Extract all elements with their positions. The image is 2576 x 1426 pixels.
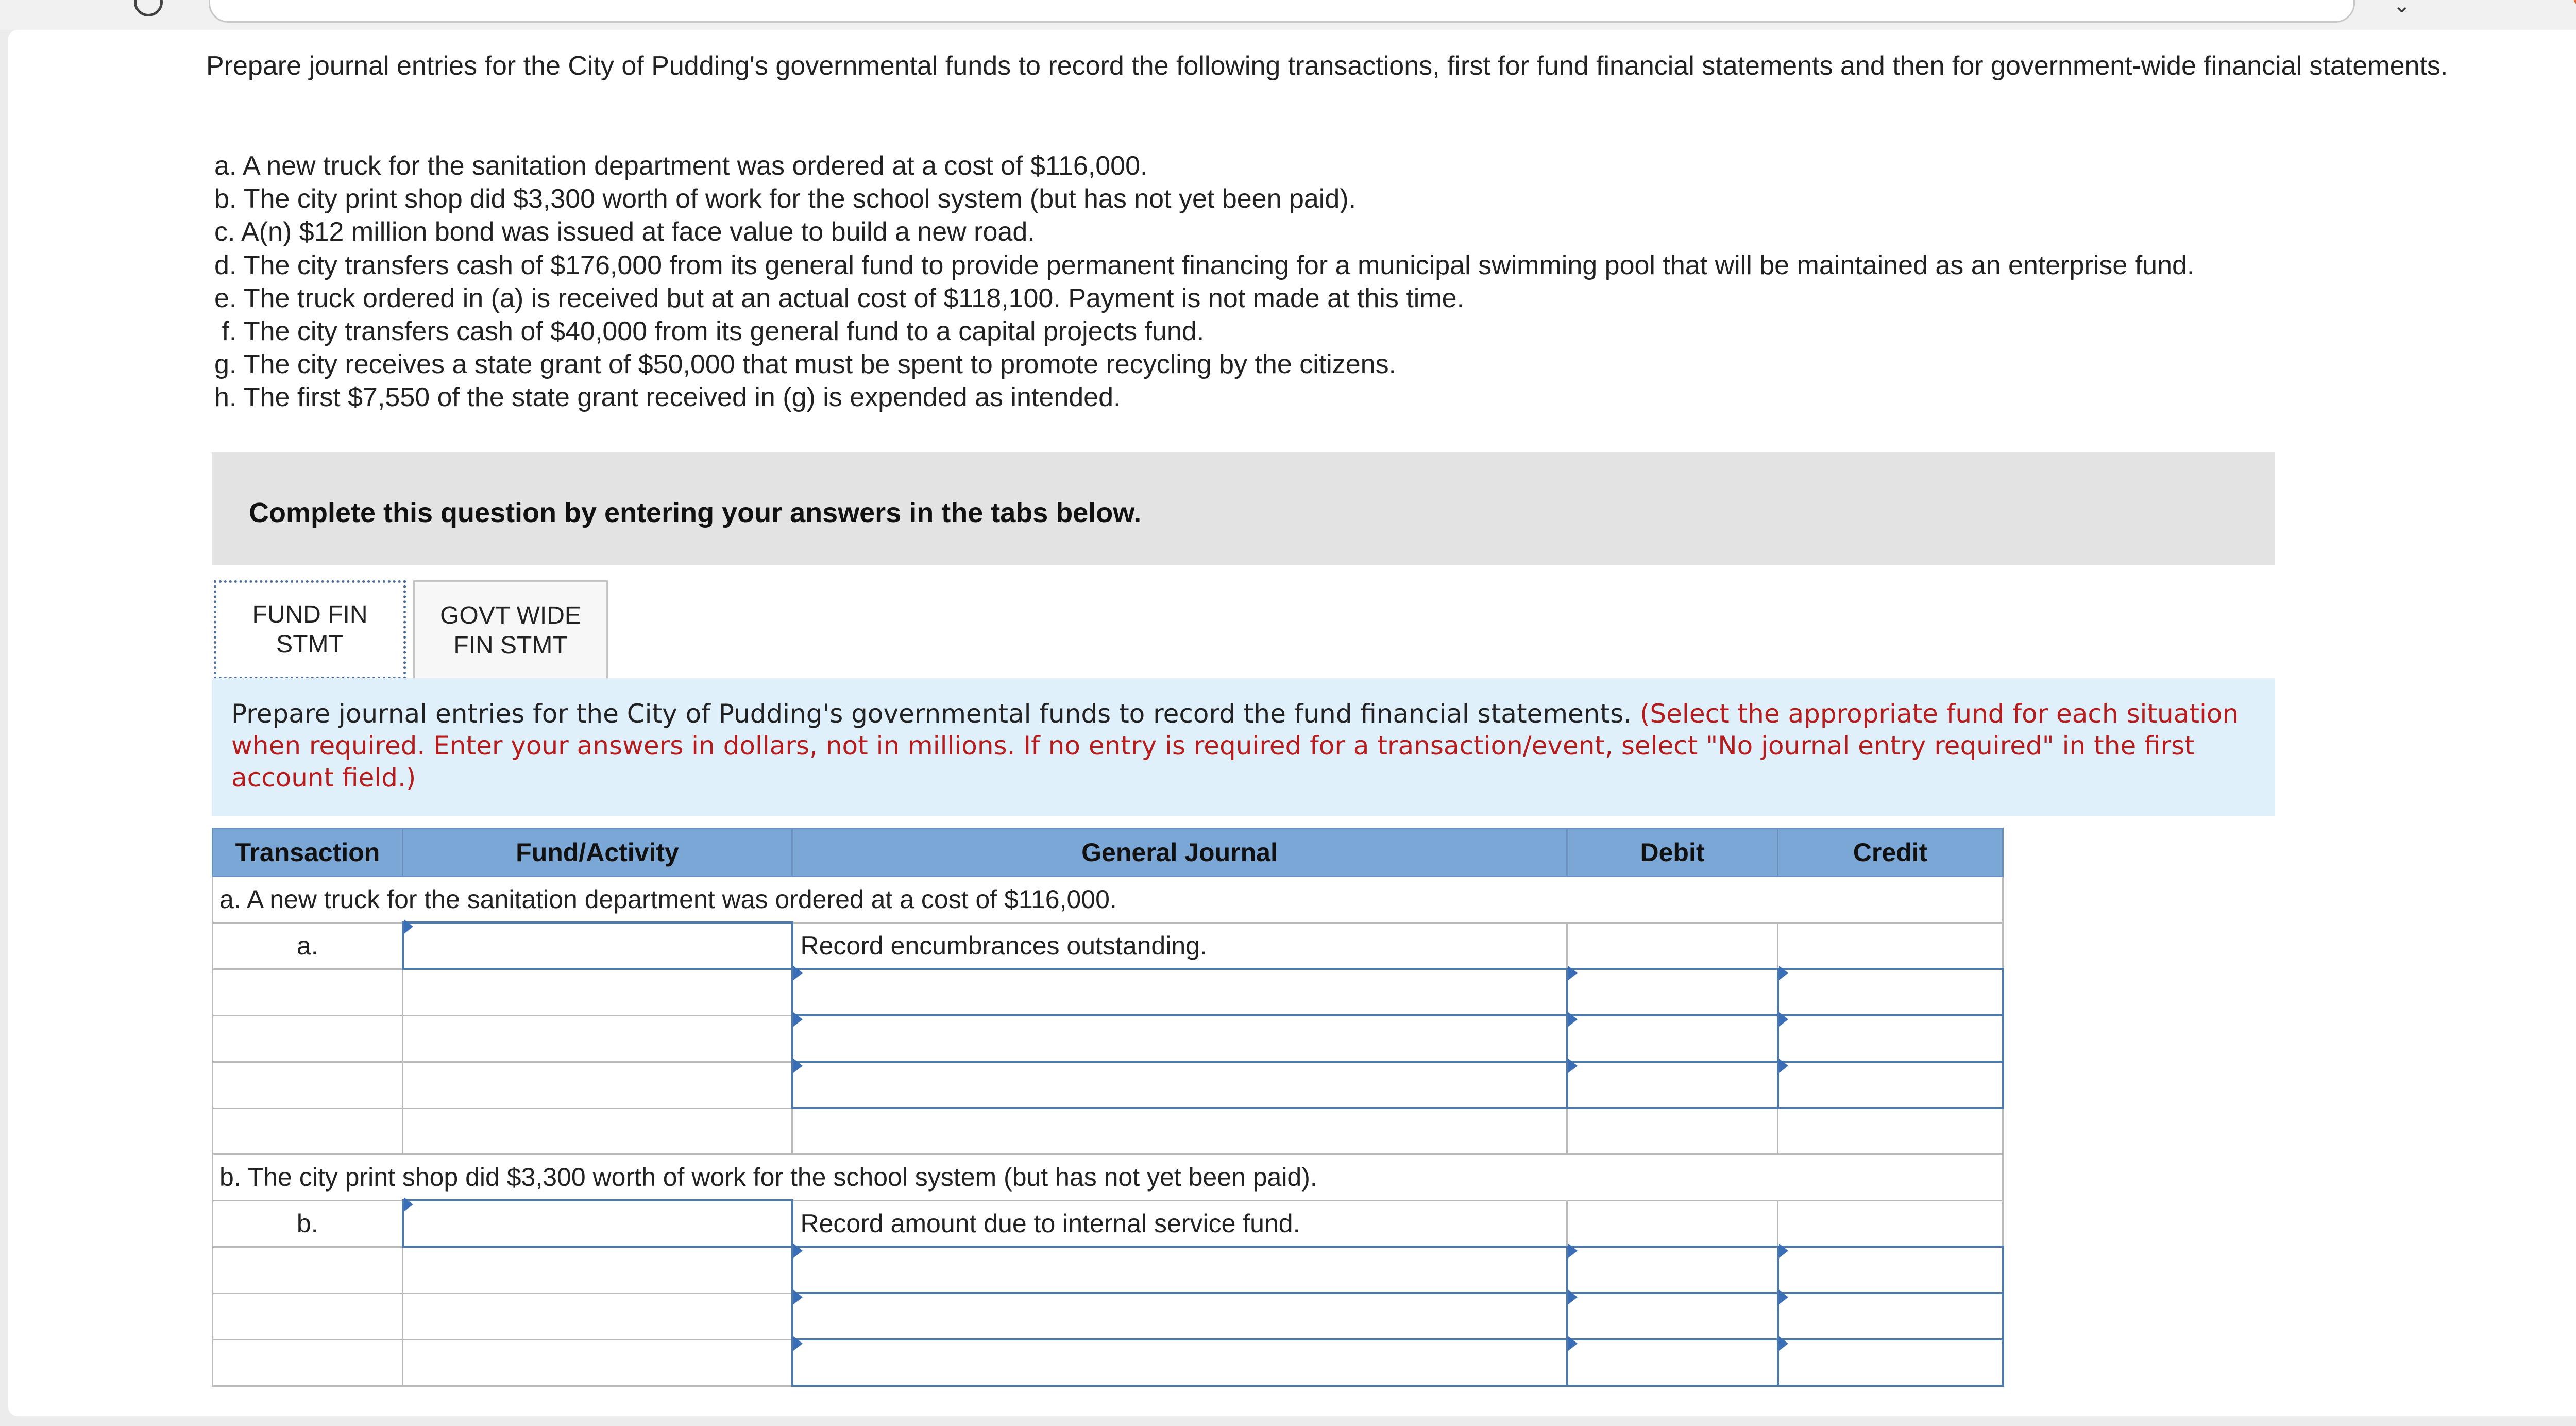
account-select[interactable] — [792, 1339, 1567, 1386]
tab-instruction-main: Prepare journal entries for the City of Pudding's governmental funds to record the fund financial statements. — [231, 699, 1640, 729]
empty-cell — [1567, 1108, 1778, 1154]
section-description: a. A new truck for the sanitation department was ordered at a cost of $116,000. — [213, 877, 2003, 923]
reload-icon[interactable] — [134, 0, 163, 16]
account-select[interactable] — [792, 1293, 1567, 1339]
tab-instruction-note: (Select the appropriate fund for each situation when required. Enter your answers in dollars, not in millions. If no entry is required for a transaction/event, select "No journal entry required" in the first account field.) — [231, 699, 2239, 793]
table-row — [213, 1200, 2003, 1247]
account-select[interactable] — [792, 969, 1567, 1015]
col-header-general-journal: General Journal — [792, 829, 1567, 877]
journal-table — [212, 828, 2004, 1387]
instruction-text: Complete this question by entering your answers in the tabs below. — [249, 497, 1142, 528]
empty-cell — [213, 1339, 403, 1386]
account-select[interactable] — [792, 1247, 1567, 1293]
fund-activity-select[interactable] — [403, 1200, 792, 1247]
empty-cell — [403, 1339, 792, 1386]
col-header-fund-activity: Fund/Activity — [403, 829, 792, 877]
transaction-item: a. A new truck for the sanitation department was ordered at a cost of $116,000. — [214, 151, 1148, 181]
debit-input[interactable] — [1567, 1339, 1778, 1386]
empty-cell — [403, 1062, 792, 1108]
empty-cell — [213, 1108, 403, 1154]
extension-icon[interactable] — [2573, 0, 2576, 8]
empty-cell — [403, 1108, 792, 1154]
transaction-item: h. The first $7,550 of the state grant received in (g) is expended as intended. — [214, 382, 1121, 413]
empty-cell — [213, 1062, 403, 1108]
credit-input[interactable] — [1778, 1015, 2003, 1062]
tab-instructions — [212, 678, 2275, 816]
section-description-row — [213, 877, 2003, 923]
credit-input[interactable] — [1778, 969, 2003, 1015]
tab-govt-wide-fin-stmt[interactable] — [413, 580, 608, 679]
col-header-credit: Credit — [1778, 829, 2003, 877]
debit-cell — [1567, 1200, 1778, 1247]
table-row — [213, 1015, 2003, 1062]
table-header-row — [213, 829, 2003, 877]
section-description-row — [213, 1154, 2003, 1201]
empty-cell — [213, 1293, 403, 1339]
credit-input[interactable] — [1778, 1062, 2003, 1108]
transaction-label: a. — [213, 922, 403, 969]
debit-input[interactable] — [1567, 1293, 1778, 1339]
credit-cell — [1778, 922, 2003, 969]
table-row — [213, 1339, 2003, 1386]
section-description: b. The city print shop did $3,300 worth of work for the school system (but has not yet been paid). — [213, 1154, 2003, 1201]
instruction-box — [212, 452, 2275, 565]
transaction-item: g. The city receives a state grant of $50,000 that must be spent to promote recycling by the citizens. — [214, 349, 1397, 380]
journal-memo: Record encumbrances outstanding. — [792, 922, 1567, 969]
transaction-item: d. The city transfers cash of $176,000 from its general fund to provide permanent financing for a municipal swimming pool that will be maintained as an enterprise fund. — [214, 250, 2195, 280]
address-bar[interactable] — [209, 0, 2355, 23]
table-row — [213, 922, 2003, 969]
empty-cell — [792, 1108, 1567, 1154]
journal-memo: Record amount due to internal service fund. — [792, 1200, 1567, 1247]
credit-input[interactable] — [1778, 1339, 2003, 1386]
empty-cell — [213, 969, 403, 1015]
debit-input[interactable] — [1567, 1015, 1778, 1062]
transaction-list — [214, 149, 2194, 414]
empty-cell — [403, 1293, 792, 1339]
col-header-debit: Debit — [1567, 829, 1778, 877]
empty-cell — [403, 969, 792, 1015]
tab-label: STMT — [276, 631, 344, 658]
empty-cell — [213, 1247, 403, 1293]
table-row — [213, 969, 2003, 1015]
account-select[interactable] — [792, 1062, 1567, 1108]
table-row — [213, 1108, 2003, 1154]
tab-label: GOVT WIDE — [440, 601, 581, 629]
empty-cell — [213, 1015, 403, 1062]
chevron-icon[interactable]: ⌄ — [2393, 0, 2411, 17]
credit-input[interactable] — [1778, 1247, 2003, 1293]
col-header-transaction: Transaction — [213, 829, 403, 877]
table-row — [213, 1247, 2003, 1293]
transaction-item: c. A(n) $12 million bond was issued at face value to build a new road. — [214, 217, 1035, 247]
tab-fund-fin-stmt[interactable] — [214, 580, 406, 679]
empty-cell — [1778, 1108, 2003, 1154]
debit-input[interactable] — [1567, 969, 1778, 1015]
question-intro: Prepare journal entries for the City of Pudding's governmental funds to record the following transactions, first for fund financial statements and then for government-wide financial statements. — [206, 51, 2448, 81]
browser-top-bar — [0, 0, 2576, 30]
transaction-item: b. The city print shop did $3,300 worth of work for the school system (but has not yet been paid). — [214, 184, 1357, 214]
table-row — [213, 1293, 2003, 1339]
credit-cell — [1778, 1200, 2003, 1247]
question-page — [8, 30, 2576, 1416]
transaction-item: f. The city transfers cash of $40,000 from its general fund to a capital projects fund. — [214, 316, 1205, 347]
debit-input[interactable] — [1567, 1247, 1778, 1293]
debit-input[interactable] — [1567, 1062, 1778, 1108]
tab-label: FIN STMT — [453, 631, 568, 659]
tab-label: FUND FIN — [252, 601, 368, 628]
table-row — [213, 1062, 2003, 1108]
transaction-label: b. — [213, 1200, 403, 1247]
empty-cell — [403, 1247, 792, 1293]
fund-activity-select[interactable] — [403, 922, 792, 969]
empty-cell — [403, 1015, 792, 1062]
debit-cell — [1567, 922, 1778, 969]
account-select[interactable] — [792, 1015, 1567, 1062]
transaction-item: e. The truck ordered in (a) is received but at an actual cost of $118,100. Payment is not made at this time. — [214, 283, 1465, 313]
credit-input[interactable] — [1778, 1293, 2003, 1339]
